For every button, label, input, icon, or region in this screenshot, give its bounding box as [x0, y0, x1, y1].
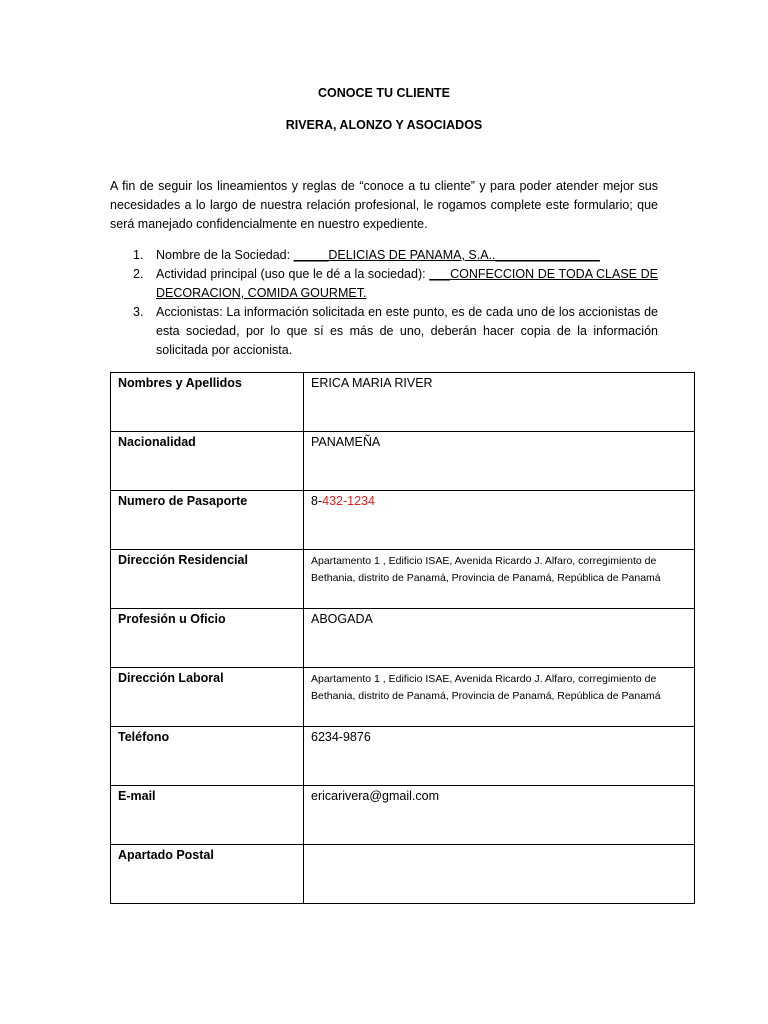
table-row: [111, 668, 695, 727]
list-item-shareholders: [110, 303, 658, 360]
postal-box-field[interactable]: [304, 845, 695, 904]
row-label: Dirección Residencial: [111, 550, 304, 609]
shareholders-text: Accionistas: La información solicitada en este punto, es de cada uno de los accionistas de esta sociedad, por lo que sí es más de uno, deberán hacer copia de la información solicitada por accionista.: [156, 305, 658, 357]
table-row: [111, 432, 695, 491]
table-row: [111, 727, 695, 786]
email-field[interactable]: ericarivera@gmail.com: [304, 786, 695, 845]
list-item-company-name: [110, 246, 658, 265]
list-number: 1.: [133, 248, 144, 262]
passport-prefix: 8-: [311, 494, 323, 508]
table-row: [111, 550, 695, 609]
row-label: Nacionalidad: [111, 432, 304, 491]
table-row: [111, 845, 695, 904]
nationality-field[interactable]: PANAMEÑA: [304, 432, 695, 491]
main-activity-label: Actividad principal (uso que le dé a la sociedad):: [156, 267, 430, 281]
list-item-main-activity: [110, 265, 658, 303]
shareholder-form-table: [110, 372, 695, 904]
table-row: [111, 786, 695, 845]
intro-paragraph: A fin de seguir los lineamientos y reglas de “conoce a tu cliente” y para poder atender mejor sus necesidades a lo largo de nuestra relación profesional, le rogamos complete este formulario; que será manejado confidencialmente en nuestro expediente.: [110, 179, 658, 231]
row-label: Apartado Postal: [111, 845, 304, 904]
phone-field[interactable]: 6234-9876: [304, 727, 695, 786]
numbered-list: [110, 246, 658, 360]
table-row: [111, 373, 695, 432]
table-row: [111, 609, 695, 668]
row-label: Profesión u Oficio: [111, 609, 304, 668]
company-name-label: Nombre de la Sociedad:: [156, 248, 294, 262]
row-label: Numero de Pasaporte: [111, 491, 304, 550]
list-number: 2.: [133, 267, 144, 281]
row-label: Teléfono: [111, 727, 304, 786]
row-label: Nombres y Apellidos: [111, 373, 304, 432]
passport-number-highlight: 432-1234: [322, 494, 375, 508]
company-name-value: _____DELICIAS DE PANAMA, S.A.._______________: [293, 248, 600, 262]
profession-field[interactable]: ABOGADA: [304, 609, 695, 668]
list-number: 3.: [133, 305, 144, 319]
row-label: E-mail: [111, 786, 304, 845]
main-activity-value: ___CONFECCION DE TODA CLASE DE DECORACION, COMIDA GOURMET.: [156, 267, 658, 300]
firm-name: RIVERA, ALONZO Y ASOCIADOS: [285, 118, 483, 132]
document-title: CONOCE TU CLIENTE: [318, 86, 450, 100]
full-name-field[interactable]: ERICA MARIA RIVER: [304, 373, 695, 432]
residential-address-field[interactable]: Apartamento 1 , Edificio ISAE, Avenida Ricardo J. Alfaro, corregimiento de Bethania, distrito de Panamá, Provincia de Panamá, República de Panamá: [304, 550, 695, 609]
work-address-field[interactable]: Apartamento 1 , Edificio ISAE, Avenida Ricardo J. Alfaro, corregimiento de Bethania, distrito de Panamá, Provincia de Panamá, República de Panamá: [304, 668, 695, 727]
row-label: Dirección Laboral: [111, 668, 304, 727]
passport-number-field[interactable]: [304, 491, 695, 550]
table-row: [111, 491, 695, 550]
